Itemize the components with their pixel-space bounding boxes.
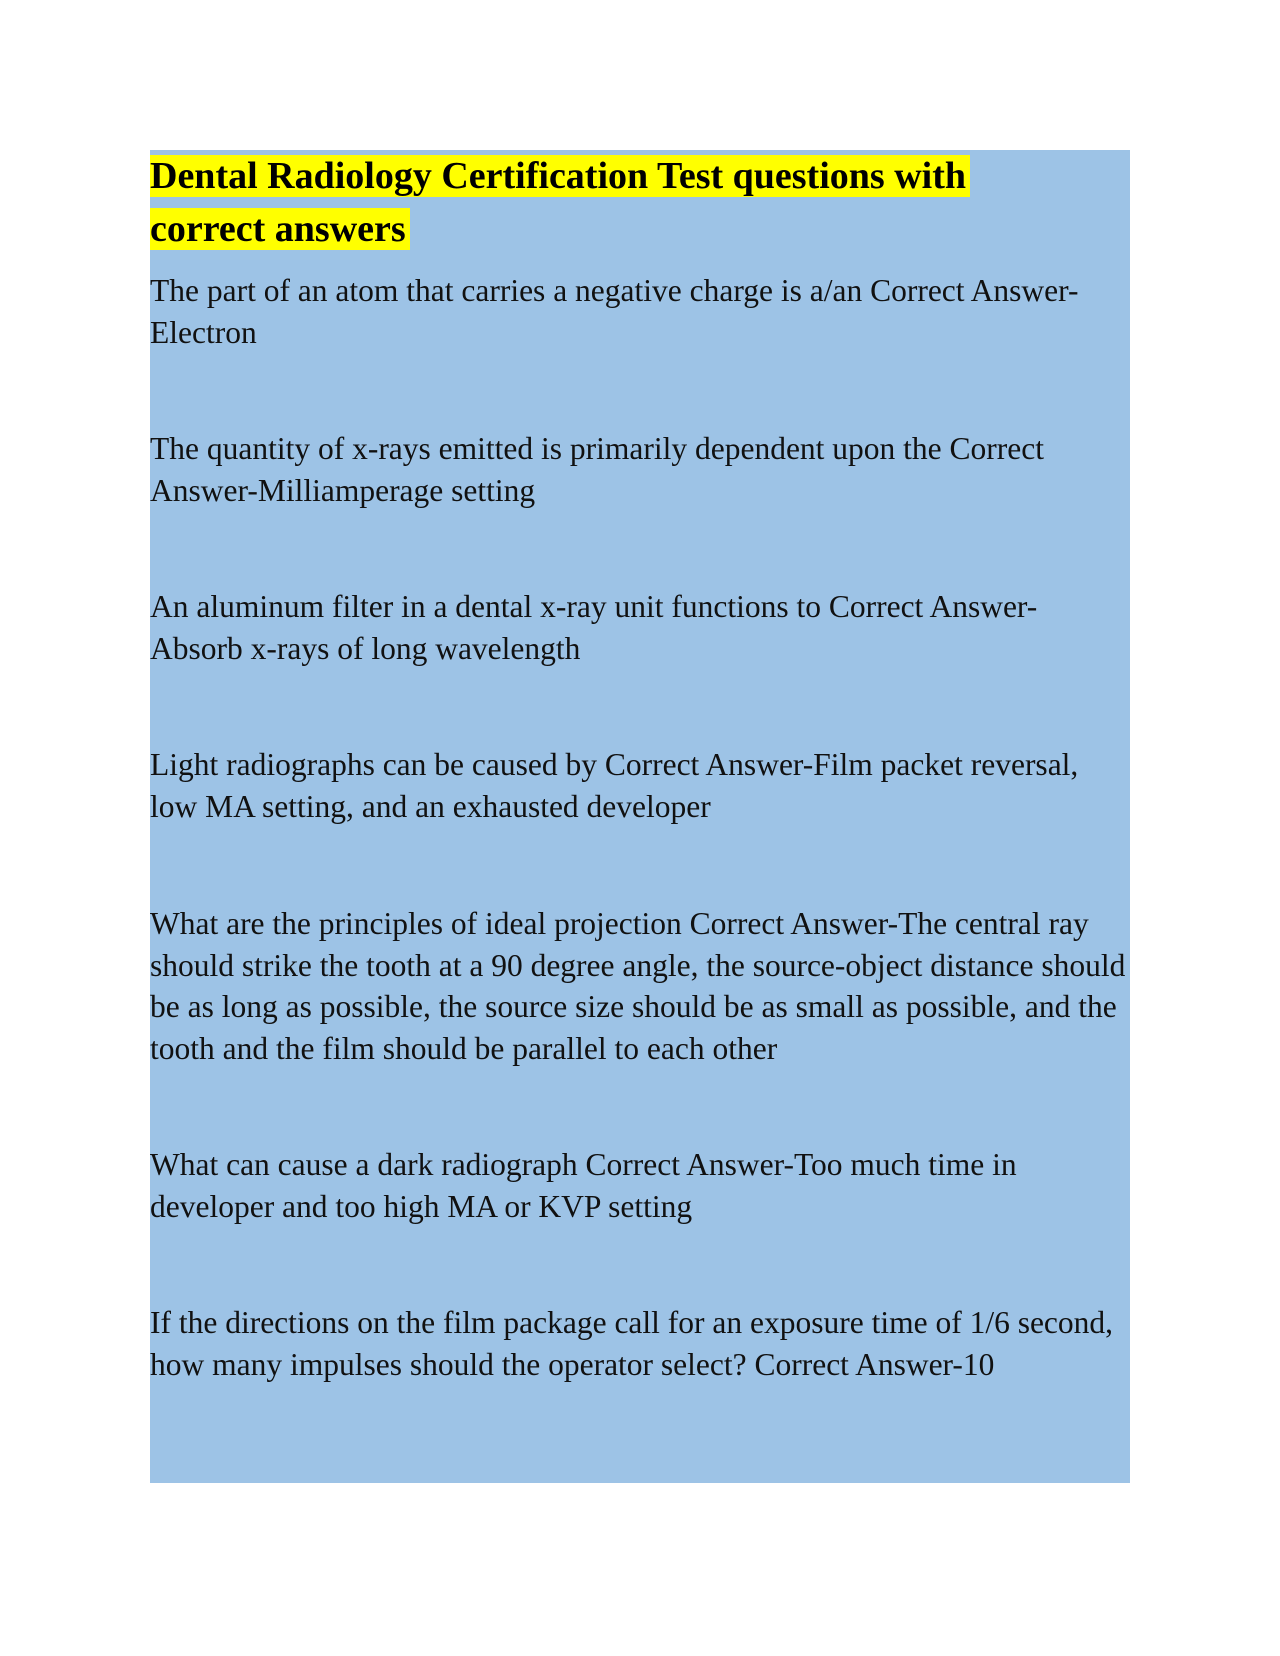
qa-item-1: The part of an atom that carries a negative charge is a/an Correct Answer-Electron xyxy=(150,273,1079,350)
qa-item-6: What can cause a dark radiograph Correct Answer-Too much time in developer and too high MA or KVP setting xyxy=(150,1147,1017,1224)
qa-item-5: What are the principles of ideal projection Correct Answer-The central ray should strike the tooth at a 90 degree angle, the source-object distance should be as long as possible, the source size should be as small as possible, and the tooth and the film should be parallel to each other xyxy=(150,906,1126,1066)
qa-item-7: If the directions on the film package call for an exposure time of 1/6 second, how many impulses should the operator select? Correct Answer-10 xyxy=(150,1305,1114,1382)
qa-item-4: Light radiographs can be caused by Correct Answer-Film packet reversal, low MA setting, and an exhausted developer xyxy=(150,747,1079,824)
document-title xyxy=(150,150,1080,256)
qa-item-3: An aluminum filter in a dental x-ray unit functions to Correct Answer-Absorb x-rays of long wavelength xyxy=(150,589,1038,666)
title-highlight: Dental Radiology Certification Test questions with correct answers xyxy=(150,155,970,250)
qa-item-2: The quantity of x-rays emitted is primarily dependent upon the Correct Answer-Milliamperage setting xyxy=(150,431,1044,508)
